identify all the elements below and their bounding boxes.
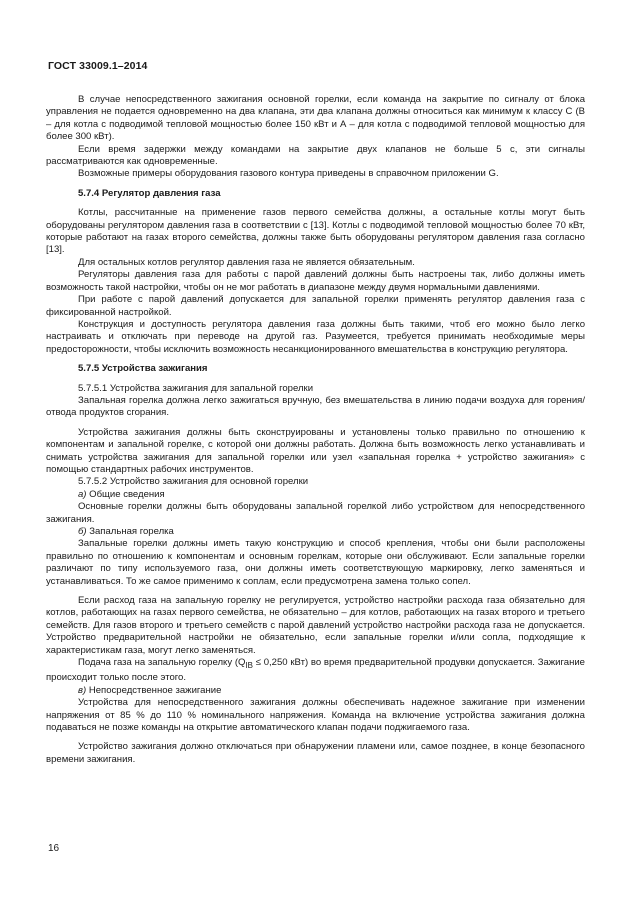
list-item-heading — [46, 526, 585, 538]
paragraph: Если расход газа на запальную горелку не регулируется, устройство настройки расхода газа обязательно для котлов, работающих на газах первого семейства, не обязательно – для котлов, работающих на газах второго и третьего семейств. Для газов второго и третьего семейств с парой давлений устройство настройки расхода газа не допускается. Устройство предварительной настройки не обязательно, если запальные горелки и/или сопла, подходящие к характеристикам газа, могут легко заменяться. — [46, 595, 585, 656]
paragraph: Если время задержки между командами на закрытие двух клапанов не больше 5 с, эти сигналы рассматриваются как одновременные. — [46, 143, 585, 168]
list-item-text: Общие сведения — [86, 488, 165, 500]
paragraph: Устройства зажигания должны быть сконструированы и установлены только правильно по отношению к компонентам и запальной горелке, с которой они должны работать. Должна быть возможность легко устанавливать и снимать устройства зажигания для запальной горелки или узел «запальная горелка + устройство зажигания» с помощью стандартных рабочих инструментов. — [46, 426, 585, 475]
list-item-heading — [46, 489, 585, 501]
document-body — [46, 94, 585, 766]
list-item-marker: в) — [78, 684, 87, 696]
list-item-text: Непосредственное зажигание — [86, 684, 222, 696]
paragraph: 5.7.5.2 Устройство зажигания для основной горелки — [78, 476, 309, 488]
page-number: 16 — [48, 843, 60, 854]
list-item-text: Запальная горелка — [86, 526, 174, 537]
paragraph: Для остальных котлов регулятор давления газа не является обязательным. — [78, 256, 415, 268]
paragraph: 5.7.5.1 Устройства зажигания для запальной горелки — [78, 382, 314, 394]
section-heading: 5.7.5 Устройства зажигания — [78, 363, 208, 375]
document-header: ГОСТ 33009.1–2014 — [48, 60, 148, 72]
list-item-marker: б) — [78, 526, 87, 537]
paragraph: Возможные примеры оборудования газового контура приведены в справочном приложении G. — [78, 168, 499, 180]
paragraph: Запальные горелки должны иметь такую конструкцию и способ крепления, чтобы они были расположены правильно по отношению к компонентам и основным горелкам, которые они обслуживают. Если запальные горелки различают по типу используемого газа, они должны иметь соответствующую маркировку, легко заменяться и устанавливаться. То же самое применимо к соплам, если предусмотрена замена только сопел. — [46, 538, 585, 587]
paragraph: Конструкция и доступность регулятора давления газа должны быть такими, чтоб его можно было легко настраивать и отключать при переводе на другой газ. Разумеется, требуется принимать необходимые меры предосторожности, чтобы исключить возможность несанкционированного вмешательства в конструкцию регулятора. — [46, 318, 585, 355]
paragraph: Котлы, рассчитанные на применение газов первого семейства должны, а остальные котлы могут быть оборудованы регулятором давления газа в соответствии с [13]. Котлы с подводимой тепловой мощностью более 70 кВт, которые работают на газах второго семейства, должны также быть оборудованы регулятором давления газа согласно [13]. — [46, 207, 585, 256]
section-heading: 5.7.4 Регулятор давления газа — [78, 187, 221, 199]
paragraph: Устройство зажигания должно отключаться при обнаружении пламени или, самое позднее, в конце безопасного времени зажигания. — [46, 741, 585, 765]
list-item-marker: а) — [78, 488, 87, 500]
list-item-heading — [46, 685, 585, 697]
paragraph: В случае непосредственного зажигания основной горелки, если команда на закрытие по сигналу от блока управления не подается одновременно на два клапана, эти два клапана должны относиться как минимум к классу С (В – для котла с подводимой тепловой мощностью более 150 кВт и А – для котла с подводимой тепловой мощностью для более 300 кВт). — [46, 94, 585, 143]
paragraph: Запальная горелка должна легко зажигаться вручную, без вмешательства в линию подачи воздуха для горения/отвода продуктов сгорания. — [46, 394, 585, 419]
paragraph: Устройства для непосредственного зажигания должны обеспечивать надежное зажигание при изменении напряжения от 85 % до 110 % номинального напряжения. Команда на включение устройства зажигания должна подаваться не позже команды на открытие автоматического клапан подачи поджигаемого газа. — [46, 697, 585, 733]
paragraph: Подача газа на запальную горелку ($Q_{IB} \le 0,250$ кВт) во время предварительной продувки допускается. Зажигание происходит только после этого. — [46, 657, 585, 684]
paragraph: При работе с парой давлений допускается для запальной горелки применять регулятор давления газа с фиксированной настройкой. — [46, 294, 585, 318]
paragraph: Основные горелки должны быть оборудованы запальной горелкой либо устройством для непосредственного зажигания. — [46, 501, 585, 525]
paragraph: Регуляторы давления газа для работы с парой давлений должны быть настроены так, либо должны иметь возможность такой настройки, чтобы он не мог работать в диапазоне между двумя нормальными давлениями. — [46, 269, 585, 293]
